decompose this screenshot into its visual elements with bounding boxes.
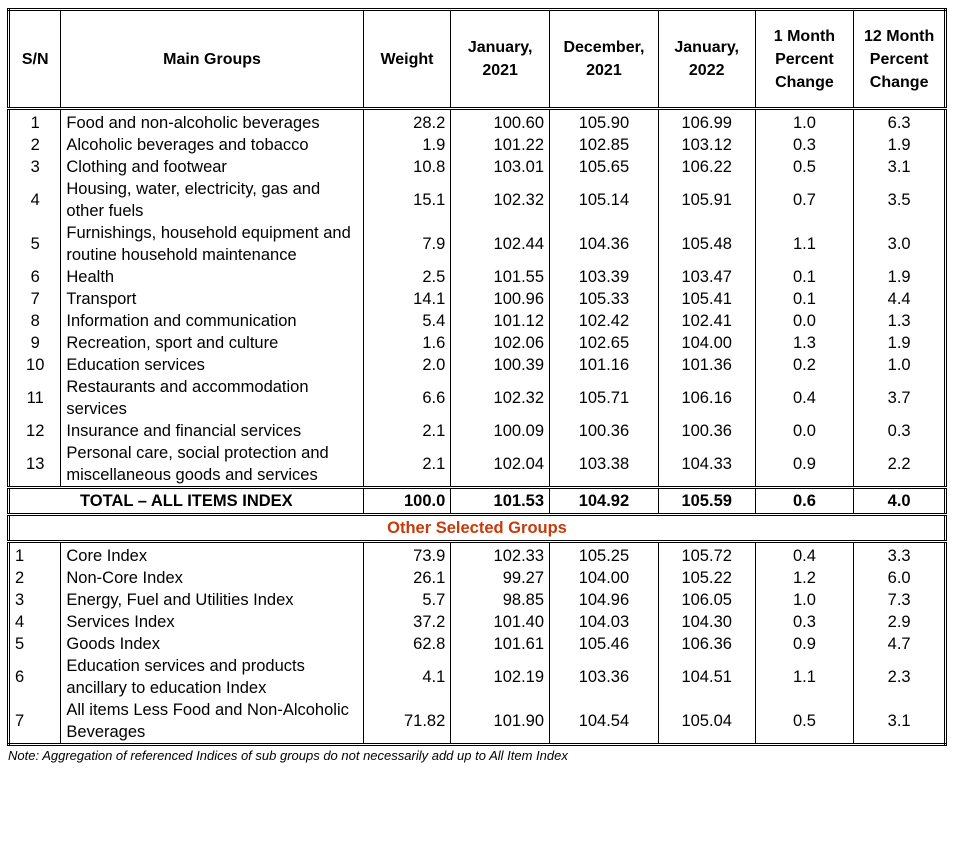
row-weight: 14.1 (363, 288, 451, 310)
row-weight: 6.6 (363, 376, 451, 420)
row-dec-2021: 105.14 (550, 178, 659, 222)
row-dec-2021: 103.36 (550, 655, 659, 699)
row-12-month-change: 6.3 (854, 109, 946, 135)
table-row (9, 633, 946, 655)
row-1-month-change: 1.1 (755, 655, 854, 699)
row-dec-2021: 103.39 (550, 266, 659, 288)
row-12-month-change: 6.0 (854, 567, 946, 589)
row-group-name: All items Less Food and Non-Alcoholic Beverages (61, 699, 363, 745)
row-jan-2021: 101.55 (451, 266, 550, 288)
row-dec-2021: 105.65 (550, 156, 659, 178)
row-jan-2021: 100.96 (451, 288, 550, 310)
row-jan-2021: 101.90 (451, 699, 550, 745)
row-group-name: Food and non-alcoholic beverages (61, 109, 363, 135)
header-row (9, 10, 946, 109)
row-jan-2022: 106.22 (658, 156, 755, 178)
row-dec-2021: 105.46 (550, 633, 659, 655)
row-jan-2022: 103.47 (658, 266, 755, 288)
row-sn: 6 (9, 266, 61, 288)
row-group-name: Services Index (61, 611, 363, 633)
row-12-month-change: 2.3 (854, 655, 946, 699)
row-jan-2021: 102.33 (451, 542, 550, 568)
row-jan-2022: 104.51 (658, 655, 755, 699)
table-row (9, 134, 946, 156)
row-12-month-change: 1.0 (854, 354, 946, 376)
table-row (9, 266, 946, 288)
row-jan-2022: 105.72 (658, 542, 755, 568)
row-1-month-change: 0.3 (755, 611, 854, 633)
row-weight: 1.6 (363, 332, 451, 354)
row-12-month-change: 4.7 (854, 633, 946, 655)
row-jan-2021: 103.01 (451, 156, 550, 178)
total-1-month-change: 0.6 (755, 488, 854, 515)
row-jan-2021: 102.06 (451, 332, 550, 354)
row-sn: 4 (9, 611, 61, 633)
row-weight: 2.1 (363, 442, 451, 488)
row-weight: 5.7 (363, 589, 451, 611)
table-row (9, 376, 946, 420)
cpi-table-container (7, 8, 947, 763)
row-jan-2022: 100.36 (658, 420, 755, 442)
row-jan-2022: 105.41 (658, 288, 755, 310)
total-weight: 100.0 (363, 488, 451, 515)
row-sn: 11 (9, 376, 61, 420)
header-main-groups: Main Groups (61, 10, 363, 109)
row-group-name: Health (61, 266, 363, 288)
row-dec-2021: 105.71 (550, 376, 659, 420)
table-row (9, 332, 946, 354)
row-group-name: Non-Core Index (61, 567, 363, 589)
header-jan-2021: January, 2021 (451, 10, 550, 109)
row-group-name: Core Index (61, 542, 363, 568)
table-row (9, 178, 946, 222)
row-sn: 1 (9, 109, 61, 135)
row-jan-2021: 100.39 (451, 354, 550, 376)
row-weight: 62.8 (363, 633, 451, 655)
row-group-name: Education services and products ancillary to education Index (61, 655, 363, 699)
row-12-month-change: 2.9 (854, 611, 946, 633)
row-jan-2022: 102.41 (658, 310, 755, 332)
total-jan-2022: 105.59 (658, 488, 755, 515)
row-group-name: Clothing and footwear (61, 156, 363, 178)
row-12-month-change: 7.3 (854, 589, 946, 611)
total-jan-2021: 101.53 (451, 488, 550, 515)
row-weight: 73.9 (363, 542, 451, 568)
row-sn: 7 (9, 699, 61, 745)
row-weight: 15.1 (363, 178, 451, 222)
total-12-month-change: 4.0 (854, 488, 946, 515)
row-group-name: Recreation, sport and culture (61, 332, 363, 354)
row-jan-2021: 100.60 (451, 109, 550, 135)
row-12-month-change: 3.7 (854, 376, 946, 420)
row-jan-2021: 101.61 (451, 633, 550, 655)
table-row (9, 109, 946, 135)
row-dec-2021: 102.65 (550, 332, 659, 354)
row-sn: 2 (9, 567, 61, 589)
main-groups-body (9, 109, 946, 488)
row-group-name: Restaurants and accommodation services (61, 376, 363, 420)
row-jan-2022: 104.33 (658, 442, 755, 488)
other-groups-body (9, 542, 946, 745)
header-sn: S/N (9, 10, 61, 109)
row-12-month-change: 1.9 (854, 266, 946, 288)
table-row (9, 655, 946, 699)
row-12-month-change: 1.9 (854, 332, 946, 354)
section-title: Other Selected Groups (9, 515, 946, 542)
row-sn: 5 (9, 222, 61, 266)
row-12-month-change: 3.1 (854, 156, 946, 178)
table-row (9, 354, 946, 376)
row-sn: 9 (9, 332, 61, 354)
row-1-month-change: 0.0 (755, 420, 854, 442)
row-jan-2021: 101.40 (451, 611, 550, 633)
row-jan-2022: 105.48 (658, 222, 755, 266)
row-sn: 1 (9, 542, 61, 568)
row-weight: 2.0 (363, 354, 451, 376)
row-sn: 4 (9, 178, 61, 222)
row-jan-2021: 99.27 (451, 567, 550, 589)
row-group-name: Transport (61, 288, 363, 310)
row-weight: 71.82 (363, 699, 451, 745)
row-12-month-change: 1.3 (854, 310, 946, 332)
row-group-name: Goods Index (61, 633, 363, 655)
row-sn: 6 (9, 655, 61, 699)
row-1-month-change: 1.2 (755, 567, 854, 589)
header-jan-2022: January, 2022 (658, 10, 755, 109)
row-jan-2022: 104.00 (658, 332, 755, 354)
row-jan-2021: 102.32 (451, 178, 550, 222)
row-group-name: Insurance and financial services (61, 420, 363, 442)
table-row (9, 442, 946, 488)
row-group-name: Personal care, social protection and miscellaneous goods and services (61, 442, 363, 488)
table-row (9, 699, 946, 745)
row-1-month-change: 0.0 (755, 310, 854, 332)
row-weight: 1.9 (363, 134, 451, 156)
row-1-month-change: 1.3 (755, 332, 854, 354)
row-1-month-change: 0.4 (755, 542, 854, 568)
row-jan-2021: 101.22 (451, 134, 550, 156)
row-1-month-change: 0.7 (755, 178, 854, 222)
table-row (9, 288, 946, 310)
row-sn: 12 (9, 420, 61, 442)
row-12-month-change: 3.3 (854, 542, 946, 568)
table-row (9, 310, 946, 332)
row-sn: 8 (9, 310, 61, 332)
row-jan-2021: 102.44 (451, 222, 550, 266)
row-group-name: Education services (61, 354, 363, 376)
table-row (9, 222, 946, 266)
row-dec-2021: 105.33 (550, 288, 659, 310)
row-12-month-change: 3.0 (854, 222, 946, 266)
row-dec-2021: 102.85 (550, 134, 659, 156)
row-group-name: Alcoholic beverages and tobacco (61, 134, 363, 156)
row-jan-2022: 105.91 (658, 178, 755, 222)
row-sn: 2 (9, 134, 61, 156)
table-row (9, 420, 946, 442)
table-row (9, 156, 946, 178)
row-dec-2021: 104.96 (550, 589, 659, 611)
row-1-month-change: 0.4 (755, 376, 854, 420)
row-dec-2021: 104.54 (550, 699, 659, 745)
row-weight: 37.2 (363, 611, 451, 633)
row-weight: 28.2 (363, 109, 451, 135)
row-12-month-change: 2.2 (854, 442, 946, 488)
row-weight: 10.8 (363, 156, 451, 178)
row-1-month-change: 0.9 (755, 442, 854, 488)
table-row (9, 542, 946, 568)
row-weight: 5.4 (363, 310, 451, 332)
table-row (9, 589, 946, 611)
row-jan-2022: 106.36 (658, 633, 755, 655)
row-dec-2021: 104.36 (550, 222, 659, 266)
row-jan-2022: 105.04 (658, 699, 755, 745)
row-sn: 5 (9, 633, 61, 655)
row-jan-2022: 106.05 (658, 589, 755, 611)
row-weight: 4.1 (363, 655, 451, 699)
row-sn: 7 (9, 288, 61, 310)
row-sn: 3 (9, 589, 61, 611)
row-jan-2021: 98.85 (451, 589, 550, 611)
header-dec-2021: December, 2021 (550, 10, 659, 109)
row-dec-2021: 103.38 (550, 442, 659, 488)
row-sn: 3 (9, 156, 61, 178)
table-row (9, 611, 946, 633)
row-12-month-change: 0.3 (854, 420, 946, 442)
row-sn: 10 (9, 354, 61, 376)
header-1-month-change: 1 Month Percent Change (755, 10, 854, 109)
row-1-month-change: 0.1 (755, 288, 854, 310)
row-group-name: Housing, water, electricity, gas and other fuels (61, 178, 363, 222)
row-jan-2022: 105.22 (658, 567, 755, 589)
row-group-name: Energy, Fuel and Utilities Index (61, 589, 363, 611)
row-dec-2021: 104.03 (550, 611, 659, 633)
row-1-month-change: 0.3 (755, 134, 854, 156)
row-1-month-change: 0.2 (755, 354, 854, 376)
row-jan-2021: 100.09 (451, 420, 550, 442)
row-jan-2022: 106.99 (658, 109, 755, 135)
row-weight: 2.1 (363, 420, 451, 442)
row-dec-2021: 105.25 (550, 542, 659, 568)
row-weight: 7.9 (363, 222, 451, 266)
row-dec-2021: 102.42 (550, 310, 659, 332)
row-1-month-change: 0.5 (755, 156, 854, 178)
row-jan-2022: 104.30 (658, 611, 755, 633)
row-jan-2021: 101.12 (451, 310, 550, 332)
row-12-month-change: 3.5 (854, 178, 946, 222)
row-12-month-change: 1.9 (854, 134, 946, 156)
row-12-month-change: 3.1 (854, 699, 946, 745)
row-jan-2021: 102.19 (451, 655, 550, 699)
row-1-month-change: 1.0 (755, 109, 854, 135)
row-1-month-change: 0.1 (755, 266, 854, 288)
row-dec-2021: 100.36 (550, 420, 659, 442)
cpi-table (7, 8, 947, 746)
row-weight: 2.5 (363, 266, 451, 288)
header-weight: Weight (363, 10, 451, 109)
row-1-month-change: 0.5 (755, 699, 854, 745)
section-header-row (9, 515, 946, 542)
row-dec-2021: 104.00 (550, 567, 659, 589)
row-1-month-change: 1.1 (755, 222, 854, 266)
table-row (9, 567, 946, 589)
row-jan-2021: 102.32 (451, 376, 550, 420)
total-dec-2021: 104.92 (550, 488, 659, 515)
row-1-month-change: 1.0 (755, 589, 854, 611)
row-weight: 26.1 (363, 567, 451, 589)
row-jan-2021: 102.04 (451, 442, 550, 488)
row-jan-2022: 106.16 (658, 376, 755, 420)
row-12-month-change: 4.4 (854, 288, 946, 310)
row-group-name: Furnishings, household equipment and routine household maintenance (61, 222, 363, 266)
row-jan-2022: 103.12 (658, 134, 755, 156)
row-dec-2021: 105.90 (550, 109, 659, 135)
row-1-month-change: 0.9 (755, 633, 854, 655)
row-group-name: Information and communication (61, 310, 363, 332)
row-sn: 13 (9, 442, 61, 488)
row-jan-2022: 101.36 (658, 354, 755, 376)
total-row (9, 488, 946, 515)
table-note: Note: Aggregation of referenced Indices of sub groups do not necessarily add up to All Item Index (8, 748, 568, 763)
row-dec-2021: 101.16 (550, 354, 659, 376)
header-12-month-change: 12 Month Percent Change (854, 10, 946, 109)
total-label: TOTAL – ALL ITEMS INDEX (9, 488, 364, 515)
